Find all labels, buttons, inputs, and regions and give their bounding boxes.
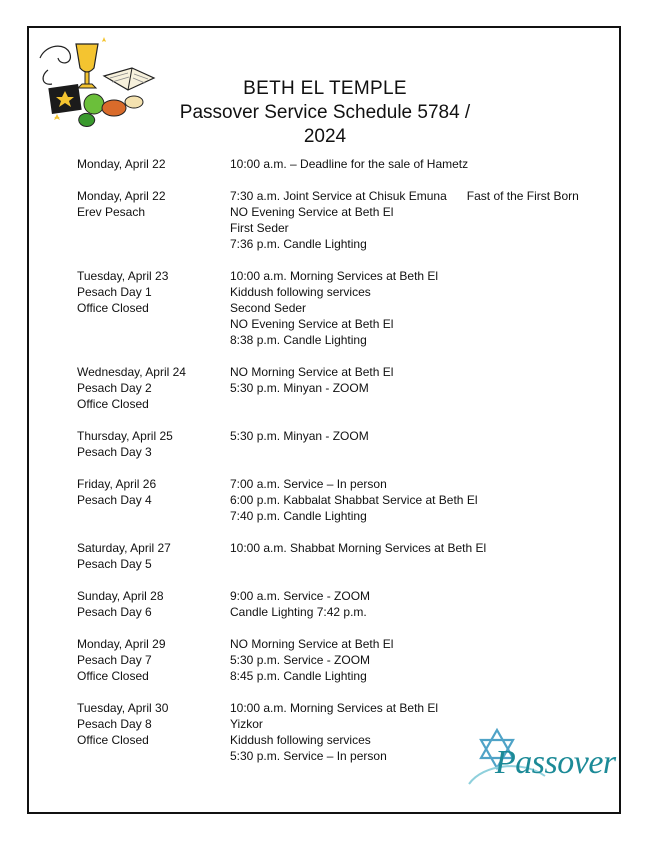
date-line: Office Closed	[77, 397, 149, 411]
detail-line: NO Morning Service at Beth El	[230, 365, 394, 379]
detail-line	[230, 188, 597, 204]
date-line: Monday, April 22	[77, 189, 166, 203]
detail-line: NO Evening Service at Beth El	[230, 205, 394, 219]
entry-date	[77, 156, 230, 172]
entry-date	[77, 428, 230, 460]
entry-date	[77, 476, 230, 524]
schedule-entry	[77, 636, 597, 684]
entry-details	[230, 364, 597, 412]
schedule-entry	[77, 268, 597, 348]
detail-line: 5:30 p.m. Service – In person	[230, 749, 387, 763]
detail-line: 7:36 p.m. Candle Lighting	[230, 237, 367, 251]
detail-line: Kiddush following services	[230, 285, 371, 299]
detail-line: 5:30 p.m. Minyan - ZOOM	[230, 381, 369, 395]
entry-date	[77, 364, 230, 412]
date-line: Erev Pesach	[77, 205, 146, 219]
entry-details	[230, 156, 597, 172]
date-line: Office Closed	[77, 669, 149, 683]
date-line: Tuesday, April 23	[77, 269, 169, 283]
schedule-entry	[77, 364, 597, 412]
schedule-entry	[77, 476, 597, 524]
schedule-entry	[77, 188, 597, 252]
date-line: Sunday, April 28	[77, 589, 164, 603]
schedule-entry	[77, 588, 597, 620]
schedule-entry	[77, 428, 597, 460]
passover-logo: Passover	[495, 744, 616, 781]
date-line: Friday, April 26	[77, 477, 157, 491]
detail-line: 8:45 p.m. Candle Lighting	[230, 669, 367, 683]
schedule-entry	[77, 540, 597, 572]
detail-line: 10:00 a.m. Shabbat Morning Services at Beth El	[230, 541, 487, 555]
entry-date	[77, 588, 230, 620]
date-line: Pesach Day 8	[77, 717, 152, 731]
detail-line: 7:00 a.m. Service – In person	[230, 477, 387, 491]
date-line: Wednesday, April 24	[77, 365, 186, 379]
date-line: Pesach Day 6	[77, 605, 152, 619]
entry-date	[77, 636, 230, 684]
detail-line: 7:40 p.m. Candle Lighting	[230, 509, 367, 523]
service-schedule	[77, 156, 597, 780]
seder-plate-clipart-icon	[36, 36, 166, 132]
date-line: Pesach Day 1	[77, 285, 152, 299]
detail-line: 6:00 p.m. Kabbalat Shabbat Service at Beth El	[230, 493, 478, 507]
detail-line: NO Morning Service at Beth El	[230, 637, 394, 651]
detail-line: Second Seder	[230, 301, 307, 315]
detail-line: 10:00 a.m. Morning Services at Beth El	[230, 701, 439, 715]
entry-date	[77, 188, 230, 252]
document-header	[160, 78, 490, 149]
entry-details	[230, 540, 597, 572]
temple-name: BETH EL TEMPLE	[243, 78, 407, 99]
date-line: Pesach Day 7	[77, 653, 152, 667]
date-line: Monday, April 22	[77, 157, 166, 171]
date-line: Office Closed	[77, 301, 149, 315]
entry-details	[230, 588, 597, 620]
fast-note: Fast of the First Born	[466, 189, 579, 203]
entry-details	[230, 268, 597, 348]
detail-text: 7:30 a.m. Joint Service at Chisuk Emuna	[230, 189, 447, 203]
entry-details	[230, 428, 597, 460]
date-line: Pesach Day 5	[77, 557, 152, 571]
entry-date	[77, 540, 230, 572]
schedule-entry	[77, 156, 597, 172]
entry-date	[77, 268, 230, 348]
date-line: Thursday, April 25	[77, 429, 173, 443]
entry-details	[230, 476, 597, 524]
schedule-title: Passover Service Schedule 5784 / 2024	[179, 102, 471, 147]
detail-line: 9:00 a.m. Service - ZOOM	[230, 589, 371, 603]
detail-line: First Seder	[230, 221, 289, 235]
detail-line: Yizkor	[230, 717, 263, 731]
detail-line: 10:00 a.m. – Deadline for the sale of Hametz	[230, 157, 469, 171]
detail-line: 8:38 p.m. Candle Lighting	[230, 333, 367, 347]
detail-line: Kiddush following services	[230, 733, 371, 747]
detail-line: 5:30 p.m. Minyan - ZOOM	[230, 429, 369, 443]
entry-details	[230, 188, 597, 252]
date-line: Tuesday, April 30	[77, 701, 169, 715]
detail-line: Candle Lighting 7:42 p.m.	[230, 605, 367, 619]
date-line: Pesach Day 4	[77, 493, 152, 507]
date-line: Office Closed	[77, 733, 149, 747]
detail-line: 10:00 a.m. Morning Services at Beth El	[230, 269, 439, 283]
entry-details	[230, 636, 597, 684]
date-line: Pesach Day 3	[77, 445, 152, 459]
date-line: Monday, April 29	[77, 637, 166, 651]
date-line: Pesach Day 2	[77, 381, 152, 395]
detail-line: 5:30 p.m. Service - ZOOM	[230, 653, 371, 667]
detail-line: NO Evening Service at Beth El	[230, 317, 394, 331]
date-line: Saturday, April 27	[77, 541, 171, 555]
entry-date	[77, 700, 230, 764]
